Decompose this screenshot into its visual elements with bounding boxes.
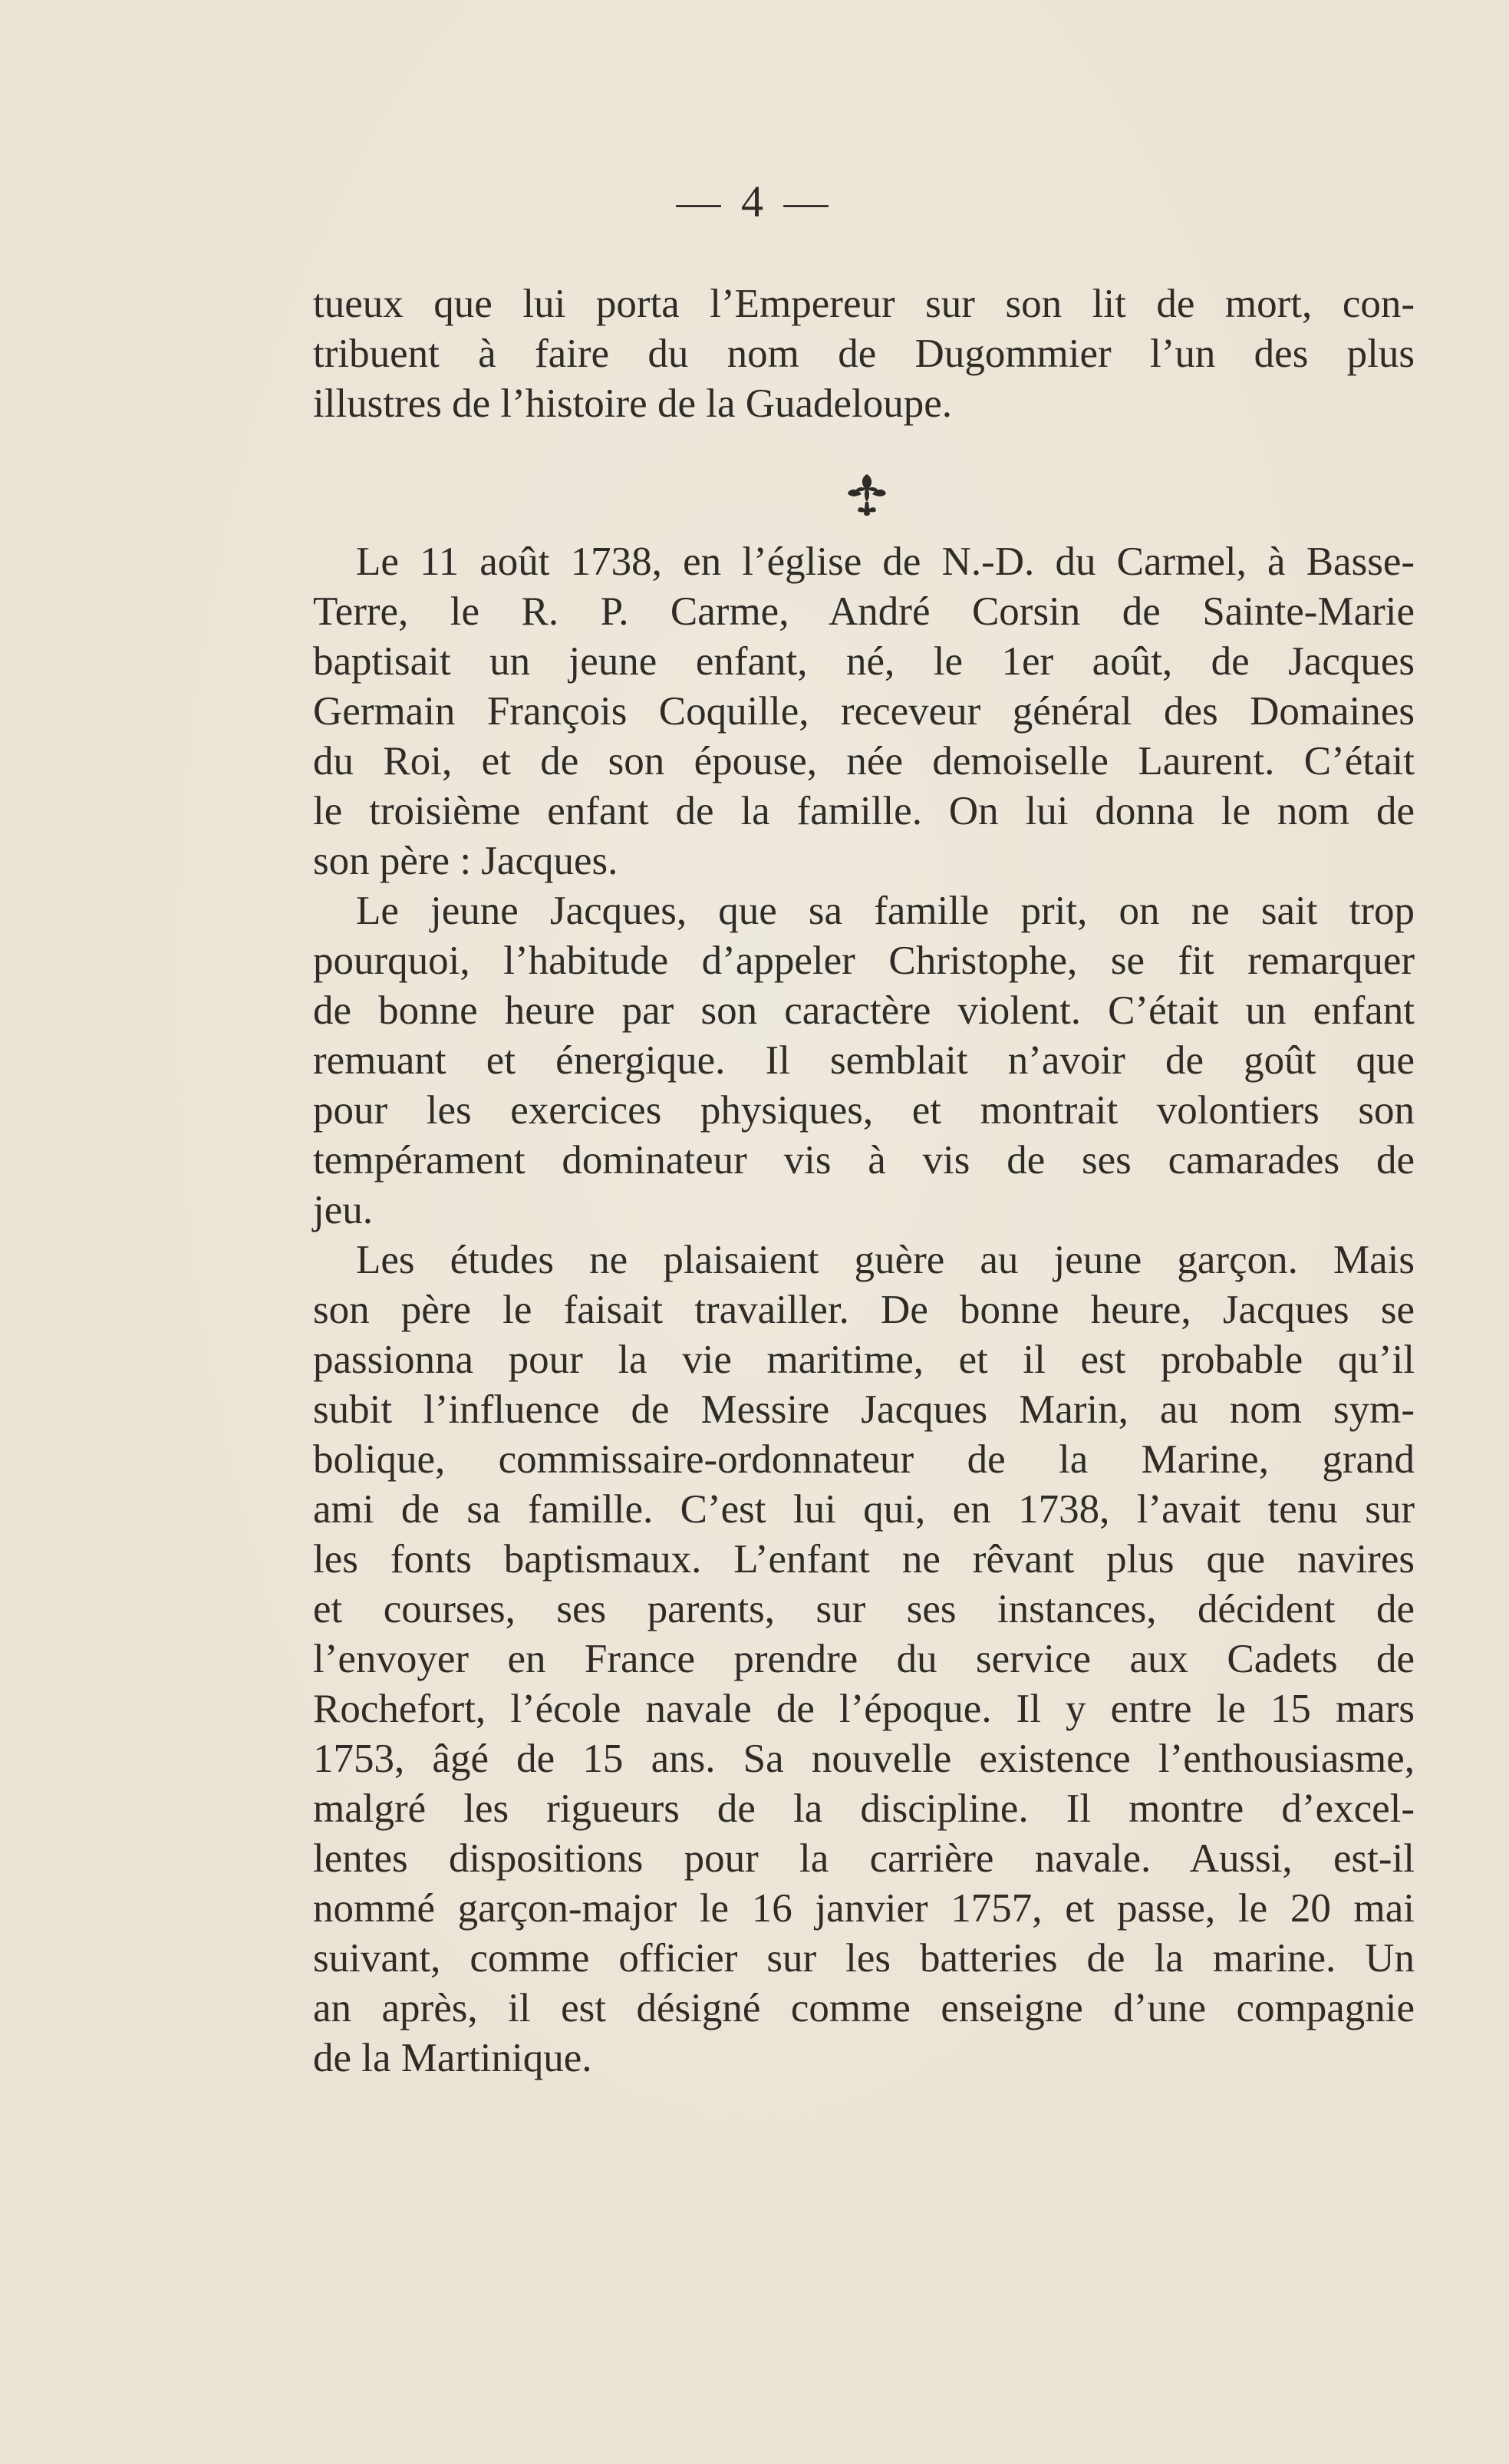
text-line: de la Martinique.: [313, 2036, 592, 2080]
text-line: tribuent à faire du nom de Dugommier l’un des plus: [313, 332, 1415, 376]
text-line: bolique, commissaire-ordonnateur de la Marine, grand: [313, 1437, 1415, 1482]
text-line: baptisait un jeune enfant, né, le 1er août, de Jacques: [313, 639, 1415, 684]
text-line: et courses, ses parents, sur ses instances, décident de: [313, 1587, 1415, 1631]
text-line: passionna pour la vie maritime, et il est probable qu’il: [313, 1338, 1415, 1382]
text-line: nommé garçon-major le 16 janvier 1757, et passe, le 20 mai: [313, 1886, 1415, 1931]
text-line: le troisième enfant de la famille. On lui donna le nom de: [313, 789, 1415, 833]
text-line: son père le faisait travailler. De bonne heure, Jacques se: [313, 1288, 1415, 1332]
text-line: tueux que lui porta l’Empereur sur son lit de mort, con-: [313, 282, 1415, 326]
text-line: du Roi, et de son épouse, née demoiselle Laurent. C’était: [313, 739, 1415, 783]
text-line: remuant et énergique. Il semblait n’avoir de goût que: [313, 1038, 1415, 1083]
text-line: Germain François Coquille, receveur général des Domaines: [313, 689, 1415, 734]
text-line: Le 11 août 1738, en l’église de N.-D. du Carmel, à Basse-: [356, 539, 1415, 584]
main-text: [313, 537, 1415, 2083]
text-line: ami de sa famille. C’est lui qui, en 1738, l’avait tenu sur: [313, 1487, 1415, 1532]
paragraph-1: [313, 279, 1415, 429]
text-line: tempérament dominateur vis à vis de ses camarades de: [313, 1138, 1415, 1183]
text-line: subit l’influence de Messire Jacques Marin, au nom sym-: [313, 1387, 1415, 1432]
text-line: l’envoyer en France prendre du service aux Cadets de: [313, 1637, 1415, 1681]
text-line: Terre, le R. P. Carme, André Corsin de Sainte-Marie: [313, 589, 1415, 634]
text-line: pourquoi, l’habitude d’appeler Christophe, se fit remarquer: [313, 938, 1415, 983]
text-line: 1753, âgé de 15 ans. Sa nouvelle existence l’enthousiasme,: [313, 1737, 1415, 1781]
text-line: malgré les rigueurs de la discipline. Il montre d’excel-: [313, 1786, 1415, 1831]
text-line: suivant, comme officier sur les batteries de la marine. Un: [313, 1936, 1415, 1981]
text-line: les fonts baptismaux. L’enfant ne rêvant plus que navires: [313, 1537, 1415, 1582]
text-line: lentes dispositions pour la carrière navale. Aussi, est-il: [313, 1836, 1415, 1881]
text-line: pour les exercices physiques, et montrait volontiers son: [313, 1088, 1415, 1133]
text-line: de bonne heure par son caractère violent. C’était un enfant: [313, 988, 1415, 1033]
text-line: Le jeune Jacques, que sa famille prit, on ne sait trop: [356, 889, 1415, 933]
page-number: — 4 —: [676, 176, 833, 226]
text-line: Rochefort, l’école navale de l’époque. Il y entre le 15 mars: [313, 1687, 1415, 1731]
text-line: son père : Jacques.: [313, 839, 618, 883]
text-line: Les études ne plaisaient guère au jeune garçon. Mais: [356, 1238, 1415, 1282]
text-line: jeu.: [313, 1188, 373, 1232]
fleuron-icon: [839, 468, 895, 522]
text-line: illustres de l’histoire de la Guadeloupe.: [313, 381, 953, 426]
text-line: an après, il est désigné comme enseigne d’une compagnie: [313, 1986, 1415, 2030]
